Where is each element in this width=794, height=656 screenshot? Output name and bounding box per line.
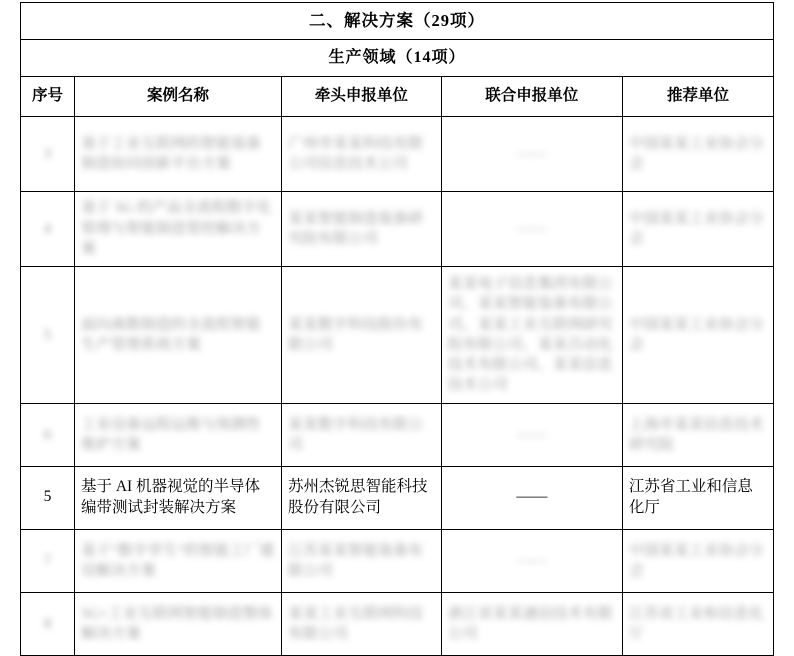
column-header-case-name: 案例名称: [74, 76, 281, 116]
column-header-recommend-unit: 推荐单位: [622, 76, 773, 116]
row-recommend-unit: 江苏省工业和信息化厅: [622, 592, 773, 655]
row-case-name: 基于 AI 机器视觉的半导体编带测试封装解决方案: [74, 466, 281, 529]
row-case-name: 基于 5G 的产品全流程数字化管理与智能制造管控解决方案: [74, 191, 281, 266]
table-row: [21, 266, 774, 403]
table-header-row: [21, 76, 774, 116]
row-recommend-unit: 中国某某工业协会分会: [622, 266, 773, 403]
row-recommend-unit: 中国某某工业协会分会: [622, 116, 773, 191]
row-case-name: 工业设备远程运维与预测性维护方案: [74, 403, 281, 466]
row-joint-unit: 某某电子信息集团有限公司、某某智能装备有限公司、某某工业互联网研究院有限公司、某某自动化技术有限公司、某某信息技术公司: [441, 266, 622, 403]
row-joint-unit: ——: [441, 529, 622, 592]
row-recommend-unit: 江苏省工业和信息化厅: [622, 466, 773, 529]
row-recommend-unit: 中国某某工业协会分会: [622, 529, 773, 592]
row-joint-unit: ——: [441, 116, 622, 191]
table-title-row: [21, 3, 774, 40]
document-title: 二、解决方案（29项）: [21, 3, 774, 40]
row-recommend-unit: 上海市某某信息技术研究院: [622, 403, 773, 466]
solutions-table: [20, 2, 774, 656]
table-row: [21, 592, 774, 655]
section-title: 生产领域（14项）: [21, 40, 774, 77]
table-section-row: [21, 40, 774, 77]
table-row: [21, 116, 774, 191]
row-lead-unit: 广州市某某科技有限公司信息技术公司: [282, 116, 442, 191]
row-joint-unit: ——: [441, 403, 622, 466]
row-joint-unit: 浙江省某某通信技术有限公司: [441, 592, 622, 655]
row-lead-unit: 某某智能制造装备研究院有限公司: [282, 191, 442, 266]
row-no: 6: [21, 403, 75, 466]
row-no: 5: [21, 266, 75, 403]
row-joint-unit: ——: [441, 191, 622, 266]
row-joint-unit: ——: [441, 466, 622, 529]
row-no: 4: [21, 191, 75, 266]
row-lead-unit: 江苏某某智能装备有限公司: [282, 529, 442, 592]
table-row: [21, 191, 774, 266]
row-case-name: 基于“数字孪生”的智能工厂建设解决方案: [74, 529, 281, 592]
column-header-no: 序号: [21, 76, 75, 116]
row-lead-unit: 某某数字科技股份有限公司: [282, 266, 442, 403]
row-lead-unit: 某某数字科技有限公司: [282, 403, 442, 466]
column-header-lead-unit: 牵头申报单位: [282, 76, 442, 116]
column-header-joint-unit: 联合申报单位: [441, 76, 622, 116]
table-row: [21, 529, 774, 592]
row-no: 8: [21, 592, 75, 655]
row-no: 7: [21, 529, 75, 592]
row-recommend-unit: 中国某某工业协会分会: [622, 191, 773, 266]
row-no: 3: [21, 116, 75, 191]
row-no: 5: [21, 466, 75, 529]
row-case-name: 5G+工业互联网智能制造整体解决方案: [74, 592, 281, 655]
row-lead-unit: 苏州杰锐思智能科技股份有限公司: [282, 466, 442, 529]
row-case-name: 基于工业互联网的智能装备制造协同创新平台方案: [74, 116, 281, 191]
table-row: [21, 403, 774, 466]
row-lead-unit: 某某工业互联网科技有限公司: [282, 592, 442, 655]
table-row: [21, 466, 774, 529]
row-case-name: 面向离散制造的全流程智能生产管理系统方案: [74, 266, 281, 403]
